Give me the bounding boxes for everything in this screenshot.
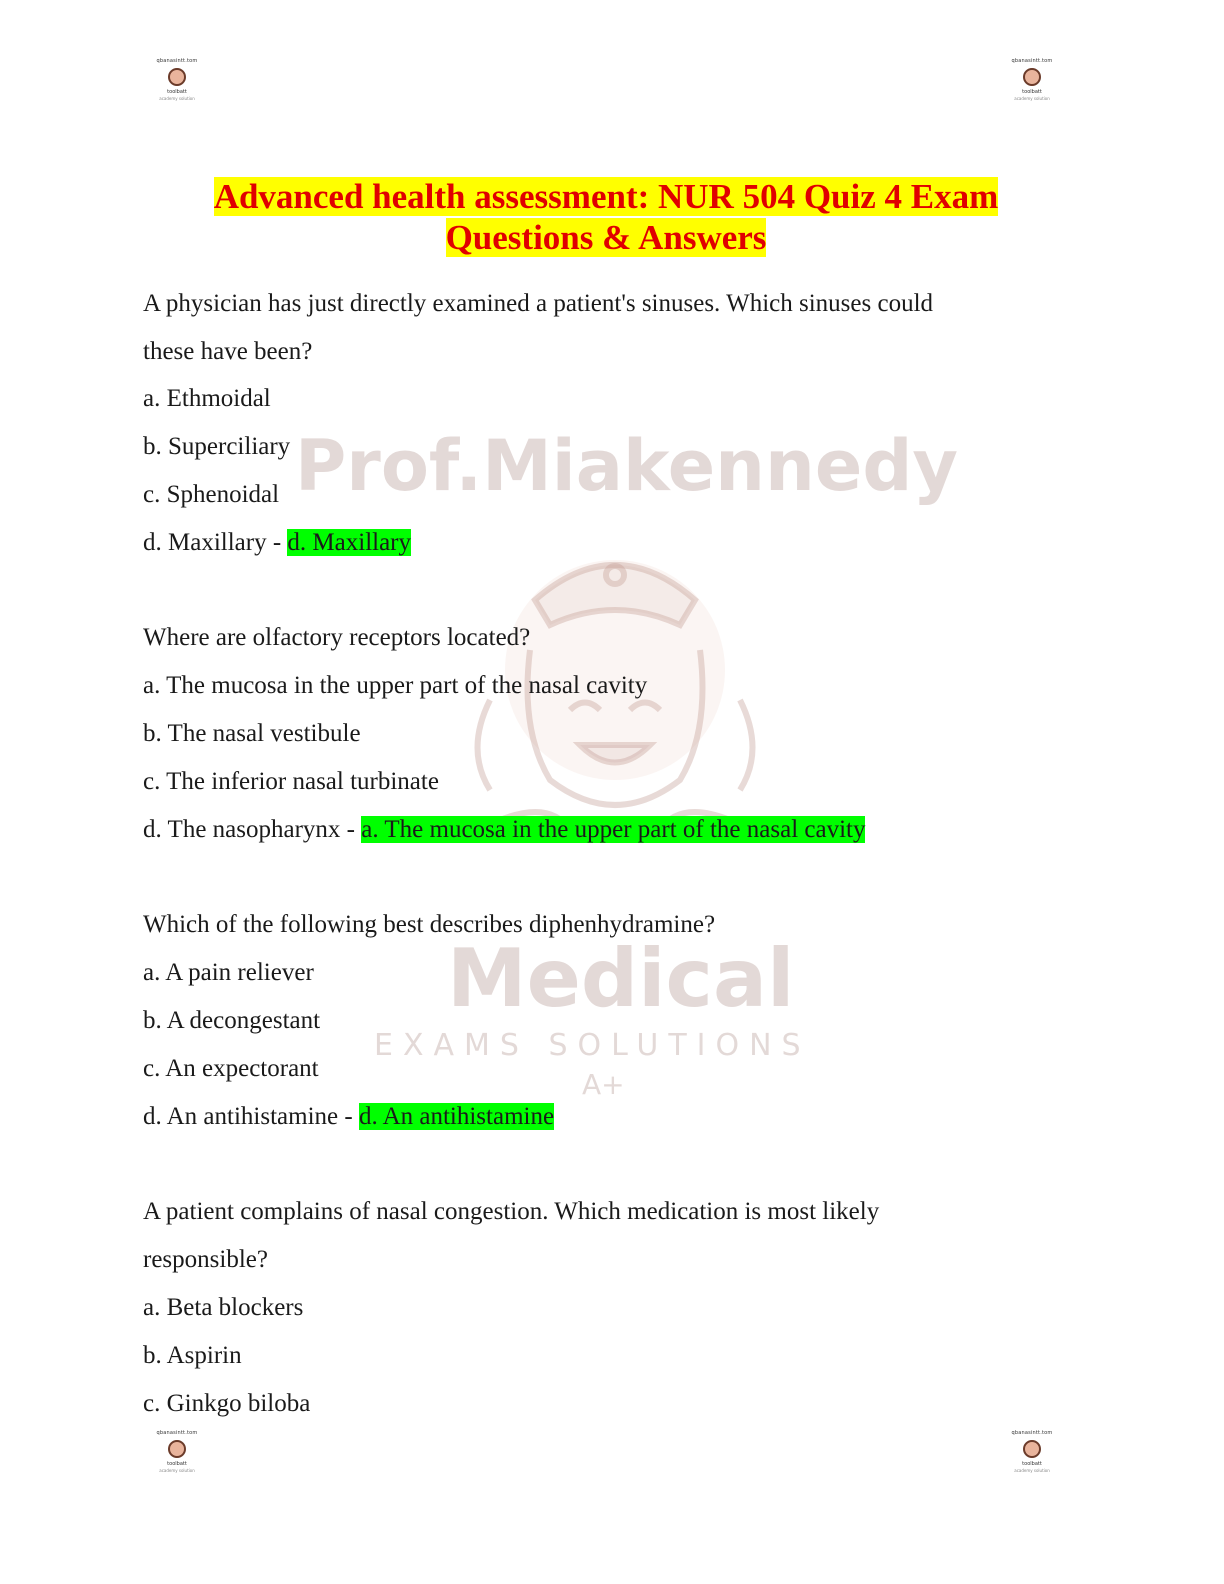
watermark-grade: A+ <box>582 1068 625 1101</box>
title-line-1: Advanced health assessment: NUR 504 Quiz 4 Exam <box>213 177 999 216</box>
title-line-2: Questions & Answers <box>445 218 767 257</box>
question-stem: Which of the following best describes diphenhydramine? <box>143 911 716 938</box>
correct-answer: a. The mucosa in the upper part of the nasal cavity <box>361 816 866 843</box>
watermark-brand: Prof.Miakennedy <box>295 425 959 507</box>
question-stem: Where are olfactory receptors located? <box>143 624 531 651</box>
header-logo-left <box>147 58 207 114</box>
correct-answer: d. An antihistamine <box>358 1103 555 1130</box>
answer-option: b. Superciliary <box>143 433 291 460</box>
answer-option-row <box>143 528 411 558</box>
question-stem: responsible? <box>143 1246 268 1273</box>
logo-sub2: academy solution <box>159 96 195 101</box>
answer-option: d. Maxillary - <box>143 529 288 556</box>
question-stem: A physician has just directly examined a patient's sinuses. Which sinuses could <box>143 290 934 317</box>
document-title <box>150 176 1062 258</box>
answer-option: c. The inferior nasal turbinate <box>143 768 439 795</box>
watermark-word: Medical <box>447 932 795 1025</box>
logo-sub: toolbatt <box>1022 1461 1042 1467</box>
answer-option: c. Sphenoidal <box>143 481 280 508</box>
answer-option: a. Beta blockers <box>143 1294 304 1321</box>
footer-logo-left <box>147 1430 207 1486</box>
answer-option: b. A decongestant <box>143 1007 321 1034</box>
footer-logo-right <box>1002 1430 1062 1486</box>
correct-answer: d. Maxillary <box>287 529 412 556</box>
answer-option-row <box>143 1102 554 1132</box>
nurse-icon <box>168 68 186 86</box>
logo-label: qbanasintt.tom <box>1011 1430 1053 1436</box>
answer-option: d. The nasopharynx - <box>143 816 362 843</box>
logo-label: qbanasintt.tom <box>1011 58 1053 64</box>
nurse-icon <box>1023 68 1041 86</box>
logo-label: qbanasintt.tom <box>156 1430 198 1436</box>
logo-sub2: academy solution <box>1014 1468 1050 1473</box>
header-logo-right <box>1002 58 1062 114</box>
question-stem: these have been? <box>143 338 313 365</box>
answer-option: c. An expectorant <box>143 1055 319 1082</box>
answer-option: a. A pain reliever <box>143 959 314 986</box>
logo-sub: toolbatt <box>167 89 187 95</box>
logo-sub2: academy solution <box>159 1468 195 1473</box>
question-stem: A patient complains of nasal congestion. Which medication is most likely <box>143 1198 880 1225</box>
answer-option: b. Aspirin <box>143 1342 242 1369</box>
nurse-icon <box>168 1440 186 1458</box>
logo-sub2: academy solution <box>1014 96 1050 101</box>
logo-label: qbanasintt.tom <box>156 58 198 64</box>
answer-option: d. An antihistamine - <box>143 1103 359 1130</box>
logo-sub: toolbatt <box>167 1461 187 1467</box>
answer-option: a. Ethmoidal <box>143 385 271 412</box>
logo-sub: toolbatt <box>1022 89 1042 95</box>
answer-option-row <box>143 815 865 845</box>
nurse-watermark-icon <box>430 530 800 950</box>
answer-option: c. Ginkgo biloba <box>143 1390 311 1417</box>
answer-option: a. The mucosa in the upper part of the nasal cavity <box>143 672 648 699</box>
watermark-tagline: EXAMS SOLUTIONS <box>374 1028 811 1063</box>
nurse-icon <box>1023 1440 1041 1458</box>
answer-option: b. The nasal vestibule <box>143 720 361 747</box>
